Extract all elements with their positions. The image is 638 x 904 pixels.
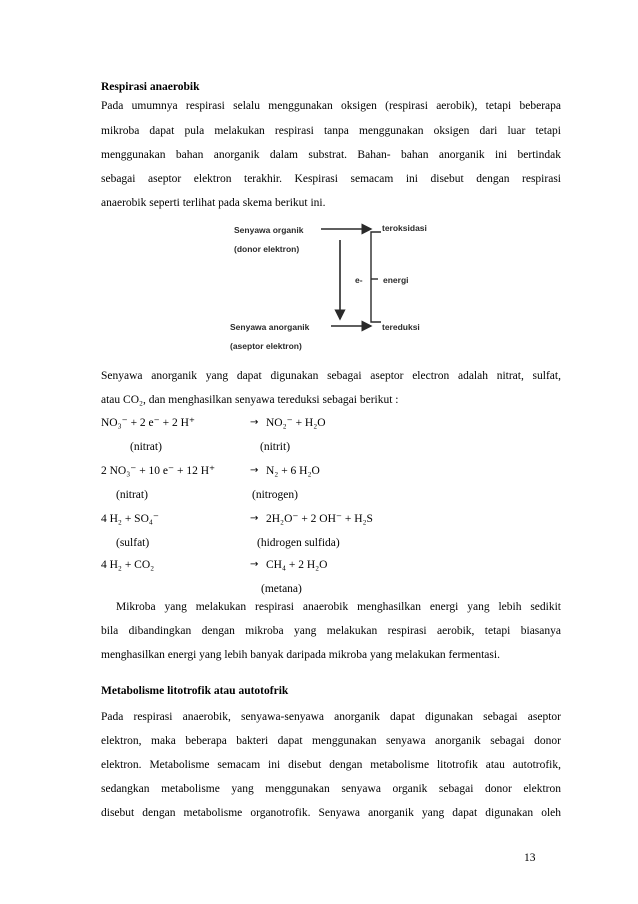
diagram-label-oxidized: teroksidasi [382,223,427,233]
reaction-1-right-label: (nitrit) [260,441,291,453]
reaction-1-left: NO₃⁻ + 2 e⁻ + 2 H⁺ [101,417,195,429]
paragraph-line: bila dibandingkan dengan mikroba yang melakukan respirasi aerobik, tetapi biasanya [101,625,561,637]
reaction-2-left-label: (nitrat) [116,489,148,501]
reaction-1-left-label: (nitrat) [130,441,162,453]
diagram-label-organic: Senyawa organik [234,225,304,235]
reaction-1-arrow: → [250,417,259,428]
paragraph-line: anaerobik seperti terlihat pada skema berikut ini. [101,197,326,209]
paragraph-line: menggunakan bahan anorganik dalam substrat. Bahan- bahan anorganik ini bertindak [101,149,561,161]
page-number: 13 [524,852,536,864]
section-heading-metabolisme: Metabolisme litotrofik atau autotofrik [101,685,289,697]
reaction-4-arrow: → [250,559,259,570]
reaction-3-right-label: (hidrogen sulfida) [257,537,340,549]
reaction-3-right: 2H₂O⁻ + 2 OH⁻ + H₂S [266,513,373,525]
reaction-2-right-label: (nitrogen) [252,489,298,501]
reaction-4-right-label: (metana) [261,583,302,595]
paragraph-line: menghasilkan energi yang lebih banyak daripada mikroba yang melakukan fermentasi. [101,649,500,661]
diagram-label-donor: (donor elektron) [234,244,300,254]
diagram-label-energy: energi [383,275,409,285]
diagram-arrows [221,218,419,360]
paragraph-line: Pada umumnya respirasi selalu menggunakan oksigen (respirasi aerobik), tetapi beberapa [101,100,561,112]
reaction-3-left: 4 H₂ + SO₄⁻ [101,513,159,525]
paragraph-line: elektron. Metabolisme semacam ini disebut dengan metabolisme litotrofik atau autotrofik, [101,759,561,771]
reaction-2-right: N₂ + 6 H₂O [266,465,320,477]
paragraph-line: mikroba dapat pula melakukan respirasi tanpa menggunakan oksigen dari luar tetapi [101,125,561,137]
paragraph-line: Mikroba yang melakukan respirasi anaerobik menghasilkan energi yang lebih sedikit [116,601,561,613]
diagram-label-acceptor: (aseptor elektron) [230,341,302,351]
reaction-3-arrow: → [250,513,259,524]
electron-transfer-diagram [221,218,427,360]
section-heading-respirasi-anaerobik: Respirasi anaerobik [101,81,200,93]
energy-bracket [371,232,381,322]
paragraph-line: disebut dengan metabolisme organotrofik. Senyawa anorganik yang dapat digunakan oleh [101,807,561,819]
paragraph-line: atau CO₂, dan menghasilkan senyawa tereduksi sebagai berikut : [101,394,399,406]
paragraph-line: sebagai aseptor elektron terakhir. Kespirasi semacam ini disebut dengan respirasi [101,173,561,185]
reaction-3-left-label: (sulfat) [116,537,150,549]
reaction-2-left: 2 NO₃⁻ + 10 e⁻ + 12 H⁺ [101,465,216,477]
reaction-1-right: NO₂⁻ + H₂O [266,417,326,429]
paragraph-line: Pada respirasi anaerobik, senyawa-senyawa anorganik dapat digunakan sebagai aseptor [101,711,561,723]
paragraph-line: sedangkan metabolisme yang menggunakan senyawa organik sebagai donor elektron [101,783,561,795]
reaction-4-right: CH₄ + 2 H₂O [266,559,328,571]
diagram-label-inorganic: Senyawa anorganik [230,322,310,332]
diagram-label-electron: e- [355,275,363,285]
reaction-4-left: 4 H₂ + CO₂ [101,559,155,571]
paragraph-line: Senyawa anorganik yang dapat digunakan sebagai aseptor electron adalah nitrat, sulfat, [101,370,561,382]
reaction-2-arrow: → [250,465,259,476]
diagram-label-reduced: tereduksi [382,322,420,332]
paragraph-line: elektron, maka beberapa bakteri dapat menggunakan senyawa anorganik sebagai donor [101,735,561,747]
